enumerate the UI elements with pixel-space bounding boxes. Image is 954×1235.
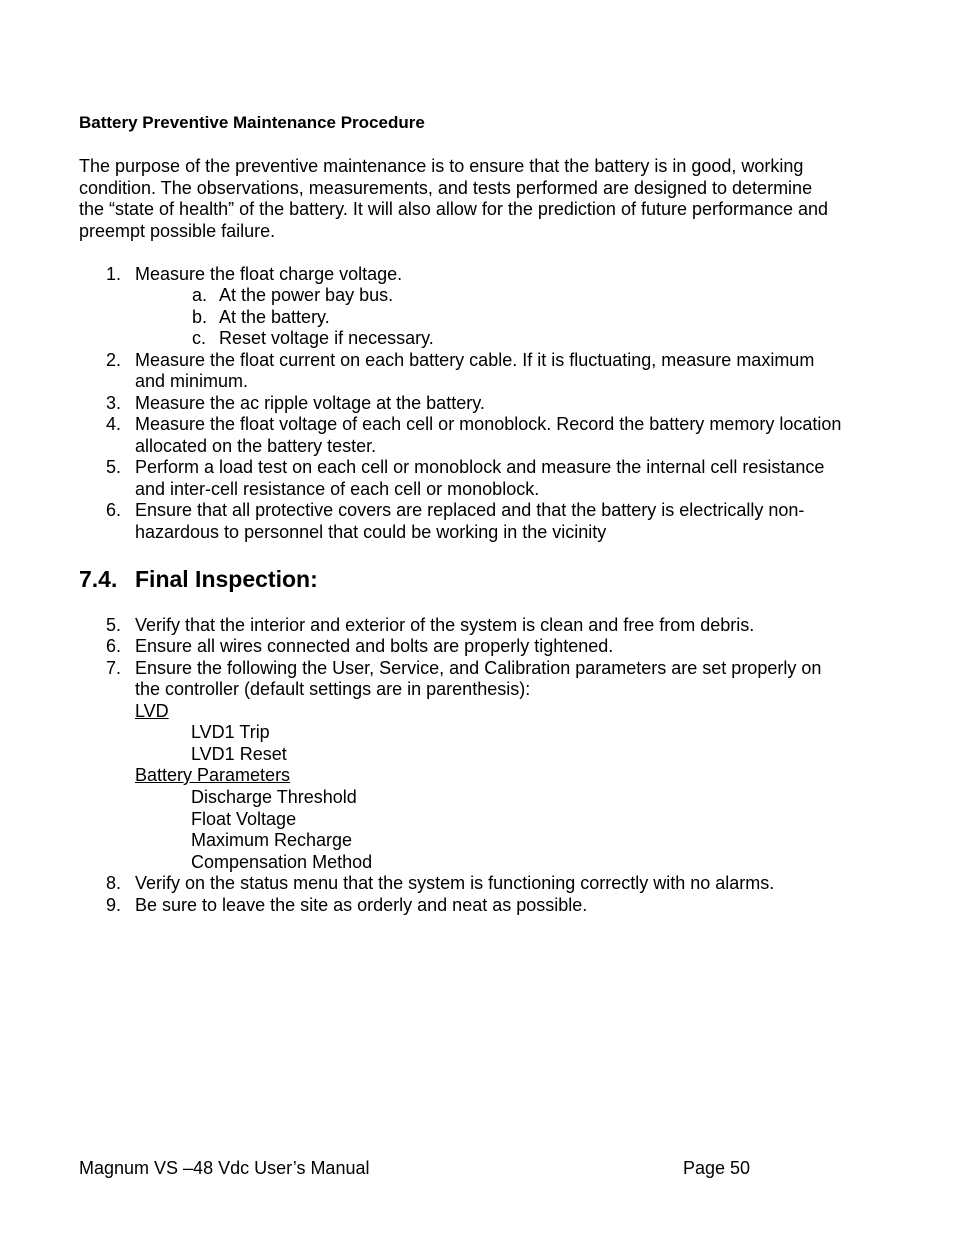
step-number: 4. <box>106 414 122 434</box>
item-number: 7. <box>106 658 122 678</box>
step-text: allocated on the battery tester. <box>135 436 377 456</box>
footer-manual-title: Magnum VS –48 Vdc User’s Manual <box>79 1158 370 1178</box>
step-text: Ensure that all protective covers are replaced and that the battery is electrically non- <box>135 500 805 520</box>
item-text: Verify that the interior and exterior of the system is clean and free from debris. <box>135 615 755 635</box>
param-item: LVD1 Trip <box>191 722 270 742</box>
step-text: Perform a load test on each cell or monoblock and measure the internal cell resistance <box>135 457 825 477</box>
step-number: 2. <box>106 350 122 370</box>
section-number: 7.4. <box>79 566 118 592</box>
substep-letter: b. <box>192 307 208 327</box>
footer-page-number: Page 50 <box>683 1158 751 1178</box>
step-text: Measure the float current on each battery cable. If it is fluctuating, measure maximum <box>135 350 815 370</box>
item-number: 5. <box>106 615 122 635</box>
item-text: Be sure to leave the site as orderly and neat as possible. <box>135 895 588 915</box>
item-number: 6. <box>106 636 122 656</box>
item-text: the controller (default settings are in parenthesis): <box>135 679 531 699</box>
procedure-title: Battery Preventive Maintenance Procedure <box>79 113 425 132</box>
substep-text: At the battery. <box>219 307 330 327</box>
substep-text: At the power bay bus. <box>219 285 394 305</box>
param-item: Float Voltage <box>191 809 297 829</box>
item-number: 9. <box>106 895 122 915</box>
substep-text: Reset voltage if necessary. <box>219 328 434 348</box>
intro-line: condition. The observations, measurements, and tests performed are designed to determine <box>79 178 813 198</box>
intro-line: the “state of health” of the battery. It will also allow for the prediction of future performance and <box>79 199 829 219</box>
section-title: Final Inspection: <box>135 566 318 592</box>
intro-line: preempt possible failure. <box>79 221 276 241</box>
item-text: Verify on the status menu that the system is functioning correctly with no alarms. <box>135 873 775 893</box>
step-text: and minimum. <box>135 371 249 391</box>
item-number: 8. <box>106 873 122 893</box>
step-text: Measure the ac ripple voltage at the battery. <box>135 393 485 413</box>
step-text: Measure the float voltage of each cell or monoblock. Record the battery memory location <box>135 414 842 434</box>
step-number: 5. <box>106 457 122 477</box>
param-item: Discharge Threshold <box>191 787 357 807</box>
step-text: Measure the float charge voltage. <box>135 264 403 284</box>
param-group-heading: Battery Parameters <box>135 765 291 785</box>
item-text: Ensure the following the User, Service, and Calibration parameters are set properly on <box>135 658 822 678</box>
item-text: Ensure all wires connected and bolts are properly tightened. <box>135 636 614 656</box>
param-item: Compensation Method <box>191 852 373 872</box>
param-group-heading: LVD <box>135 701 169 721</box>
intro-line: The purpose of the preventive maintenance is to ensure that the battery is in good, working <box>79 156 804 176</box>
step-text: hazardous to personnel that could be working in the vicinity <box>135 522 607 542</box>
param-item: Maximum Recharge <box>191 830 353 850</box>
step-number: 3. <box>106 393 122 413</box>
step-text: and inter-cell resistance of each cell or monoblock. <box>135 479 540 499</box>
param-item: LVD1 Reset <box>191 744 287 764</box>
substep-letter: a. <box>192 285 208 305</box>
step-number: 1. <box>106 264 122 284</box>
step-number: 6. <box>106 500 122 520</box>
substep-letter: c. <box>192 328 207 348</box>
